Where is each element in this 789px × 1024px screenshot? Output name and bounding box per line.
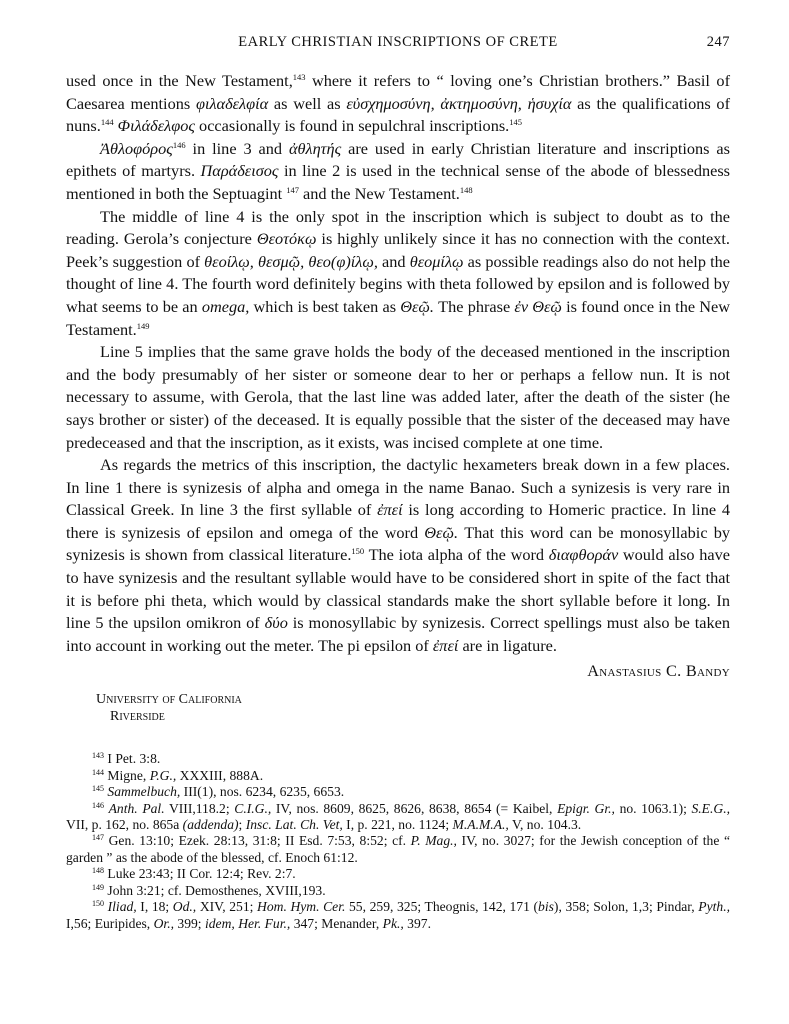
italic-text: εὐσχημοσύνη, ἀκτημοσύνη, ἡσυχία xyxy=(346,93,572,113)
italic-text: Θεῷ. xyxy=(400,296,434,316)
footnote-ref: 148 xyxy=(459,184,473,195)
italic-text: (addenda) xyxy=(182,817,239,833)
text-run: IV, no. 3027; for the Jewish conception of the “ garden ” as the abode of the blessed, cf. Enoch 61:12. xyxy=(66,833,731,865)
author-affiliation xyxy=(96,691,730,725)
italic-text: ἐν Θεῷ xyxy=(514,296,562,316)
italic-text: Θεῷ. xyxy=(424,522,459,542)
footnote xyxy=(66,899,730,932)
italic-text: ἀθλητής xyxy=(289,138,342,158)
text-run: ), 358; Solon, 1,3; Pindar, xyxy=(553,899,699,915)
text-run: in line 3 and xyxy=(185,138,289,158)
text-run: are used in early Christian literature and inscriptions as epithets of martyrs. xyxy=(66,138,730,181)
text-run: XXXIII, 888A. xyxy=(176,767,264,783)
footnote xyxy=(66,833,730,866)
journal-page xyxy=(66,34,730,932)
italic-text: P.G., xyxy=(149,767,177,783)
footnote-ref: 144 xyxy=(92,767,104,777)
italic-text: M.A.M.A., xyxy=(452,817,509,833)
text-run: I,56; Euripides, xyxy=(66,915,154,931)
footnote-ref: 143 xyxy=(292,72,306,82)
affiliation-university: University of California xyxy=(96,692,242,708)
text-run: Luke 23:43; II Cor. 12:4; Rev. 2:7. xyxy=(104,866,296,882)
italic-text: Παράδεισος xyxy=(200,161,279,181)
text-run: and the New Testament. xyxy=(298,183,460,203)
italic-text: ἐπεί xyxy=(432,635,459,655)
italic-text: bis xyxy=(538,899,554,915)
italic-text: Od., xyxy=(172,899,197,915)
text-run: The middle of line 4 is the only spot in the inscription which is subject to doubt as to the reading. Gerola’s conjecture xyxy=(66,206,730,249)
footnote xyxy=(66,801,730,834)
text-run: as possible readings also do not help the thought of line 4. The fourth word definitely begins with theta followed by epsilon and is followed by what seems to be an xyxy=(66,251,730,316)
text-run: 347; Menander, xyxy=(290,915,383,931)
body-paragraph xyxy=(66,341,730,454)
footnote xyxy=(66,751,730,767)
body-paragraph xyxy=(66,138,730,206)
italic-text: θεομίλῳ xyxy=(409,251,464,271)
text-run: which is best taken as xyxy=(249,296,401,316)
italic-text: ἐπεί xyxy=(377,500,403,520)
text-run: Gen. 13:10; Ezek. 28:13, 31:8; II Esd. 7:53, 8:52; cf. xyxy=(104,833,411,849)
italic-text: Pyth., xyxy=(698,899,730,915)
text-run: As regards the metrics of this inscription, the dactylic hexameters break down in a few places. In line 1 there is synizesis of alpha and omega in the name Banao. Such a synizesis is very rare in Classical Greek. In line 3 the first syllable of xyxy=(66,455,730,520)
italic-text: Insc. Lat. Ch. Vet, xyxy=(245,817,343,833)
footnote-ref: 147 xyxy=(92,833,104,843)
text-run: in line 2 is used in the technical sense of the abode of blessedness mentioned in both the Septuagint xyxy=(66,161,731,203)
text-run: XIV, 251; xyxy=(196,899,258,915)
footnote-ref: 146 xyxy=(172,139,186,150)
italic-text: Φιλάδελφος xyxy=(117,116,195,136)
italic-text: διαφθοράν xyxy=(548,545,619,565)
text-run: 397. xyxy=(403,915,431,931)
text-run: 55, 259, 325; Theognis, 142, 171 ( xyxy=(345,899,539,915)
text-run: 399; xyxy=(174,915,205,931)
footnote xyxy=(66,768,730,784)
text-run: VII, p. 162, no. 865a xyxy=(66,817,183,833)
footnote-ref: 145 xyxy=(509,117,522,128)
footnote xyxy=(66,784,730,800)
text-run: VIII,118.2; xyxy=(164,800,235,816)
text-run: The phrase xyxy=(433,296,515,316)
footnote-ref: 148 xyxy=(92,866,104,876)
footnote-ref: 149 xyxy=(92,882,104,892)
text-run: ; xyxy=(238,817,246,833)
text-run: John 3:21; cf. Demosthenes, XVIII,193. xyxy=(104,882,326,898)
text-run: where it refers to “ loving one’s Christian brothers.” Basil of Caesarea mentions xyxy=(66,71,730,113)
text-run: III(1), nos. 6234, 6235, 6653. xyxy=(180,784,345,800)
italic-text: Ἀθλοφόρος xyxy=(100,138,173,158)
italic-text: Epigr. Gr., xyxy=(557,800,615,816)
text-run: is monosyllabic by synizesis. Correct spellings must also be taken into account in working out the meter. The pi epsilon of xyxy=(66,613,731,655)
italic-text: Anth. Pal. xyxy=(108,800,165,816)
italic-text: Sammelbuch, xyxy=(107,784,181,800)
footnote-ref: 145 xyxy=(92,784,104,794)
footnote-ref: 150 xyxy=(92,899,104,909)
text-run: I, 18; xyxy=(136,899,173,915)
italic-text: Hom. Hym. Cer. xyxy=(257,899,346,915)
footnote xyxy=(66,883,730,899)
text-run: is found once in the New Testament. xyxy=(66,296,731,339)
affiliation-campus: Riverside xyxy=(110,709,165,725)
italic-text: Or., xyxy=(153,915,174,931)
text-run: The iota alpha of the word xyxy=(364,545,549,565)
text-run: I Pet. 3:8. xyxy=(104,751,161,767)
page-header xyxy=(66,34,730,56)
italic-text: δύο xyxy=(264,613,288,633)
italic-text: Θεοτόκῳ xyxy=(256,229,317,249)
text-run: is highly unlikely since it has no connection with the context. Peek’s suggestion of xyxy=(66,229,730,271)
body-paragraph xyxy=(66,206,730,342)
italic-text: φιλαδελφία xyxy=(195,93,269,113)
footnote xyxy=(66,866,730,882)
italic-text: θεοίλῳ, θεσμῷ, θεο(φ)ίλῳ, xyxy=(204,251,378,271)
footnote-ref: 143 xyxy=(92,751,104,761)
text-run: as the qualifications of nuns. xyxy=(66,93,730,136)
footnote-ref: 150 xyxy=(351,546,365,557)
text-run: IV, nos. 8609, 8625, 8626, 8638, 8654 (= Kaibel, xyxy=(271,800,558,816)
text-run: That this word can be monosyllabic by synizesis is shown from classical literature. xyxy=(66,522,730,565)
italic-text: omega, xyxy=(201,296,250,316)
footnote-ref: 147 xyxy=(286,184,299,195)
text-run: would also have to have synizesis and the resultant syllable would have to be considered short in spite of the fact that it is before phi theta, which would by classical standards make the short syllable before it long. In line 5 the upsilon omikron of xyxy=(66,545,730,633)
italic-text: idem, Her. Fur., xyxy=(204,915,291,931)
running-head: EARLY CHRISTIAN INSCRIPTIONS OF CRETE xyxy=(238,34,558,50)
text-run: and xyxy=(377,251,410,271)
italic-text: P. Mag., xyxy=(410,833,457,849)
text-run: is long according to Homeric practice. In line 4 there is synizesis of epsilon and omega of the word xyxy=(66,500,730,542)
text-run: I, p. 221, no. 1124; xyxy=(342,817,453,833)
italic-text: C.I.G., xyxy=(234,800,272,816)
italic-text: S.E.G., xyxy=(691,800,730,816)
text-run: are in ligature. xyxy=(458,635,557,655)
italic-text: Pk., xyxy=(382,915,404,931)
text-run: as well as xyxy=(268,93,347,113)
footnote-ref: 146 xyxy=(92,800,104,810)
footnote-ref: 149 xyxy=(136,320,150,331)
text-run: Migne, xyxy=(104,767,150,783)
page-number: 247 xyxy=(706,34,730,50)
body-paragraph xyxy=(66,70,730,138)
author-signature: Anastasius C. Bandy xyxy=(587,661,730,681)
body-paragraph xyxy=(66,454,730,657)
italic-text: Iliad, xyxy=(107,899,137,915)
text-run: used once in the New Testament, xyxy=(66,71,293,90)
text-run: Line 5 implies that the same grave holds the body of the deceased mentioned in the inscription and the body presumably of her sister or someone dear to her or perhaps a fellow nun. It is not necessary to assume, with Gerola, that the last line was added later, after the death of the sister (he says brother or sister) of the deceased. It is equally possible that the sister of the deceased may have predeceased and that the inscription, as it exists, was incised complete at one time. xyxy=(66,342,730,452)
footnotes xyxy=(66,751,730,931)
article-body xyxy=(66,70,730,657)
text-run: no. 1063.1); xyxy=(614,800,692,816)
text-run: occasionally is found in sepulchral inscriptions. xyxy=(194,116,510,136)
text-run: V, no. 104.3. xyxy=(508,817,582,833)
footnote-ref: 144 xyxy=(100,117,114,128)
